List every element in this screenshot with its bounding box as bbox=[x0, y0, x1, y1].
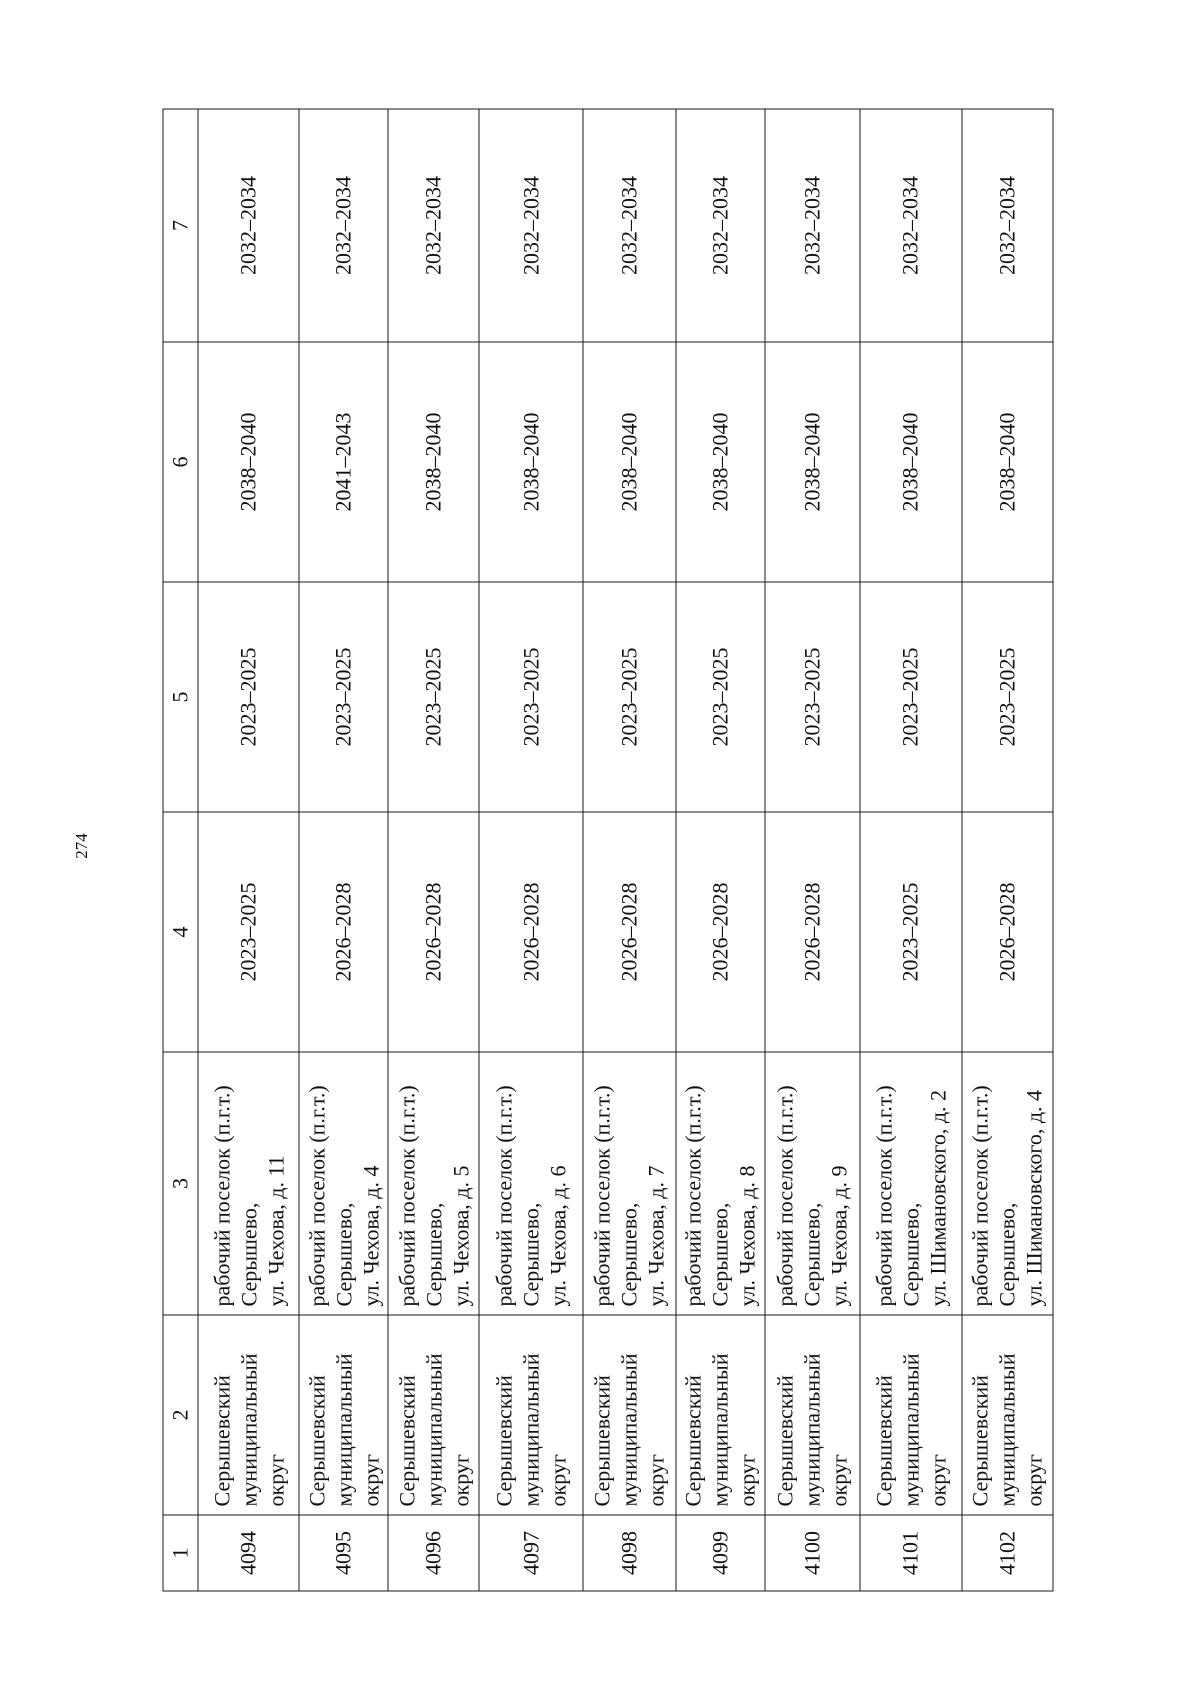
period-cell-5: 2023–2025 bbox=[388, 582, 479, 812]
address-cell bbox=[388, 1052, 479, 1315]
period-cell-7: 2032–2034 bbox=[198, 109, 299, 342]
address-cell bbox=[198, 1052, 299, 1315]
column-header: 5 bbox=[163, 582, 198, 812]
period-cell-6: 2038–2040 bbox=[583, 342, 675, 582]
address-line: Серышево, bbox=[994, 1202, 1020, 1306]
period-cell-7: 2032–2034 bbox=[299, 109, 388, 342]
district-line: округ bbox=[1021, 1453, 1047, 1506]
address-cell bbox=[765, 1052, 860, 1315]
district-line: округ bbox=[448, 1453, 474, 1506]
period-cell-6: 2041–2043 bbox=[299, 342, 388, 582]
district-cell bbox=[388, 1315, 479, 1515]
address-line: рабочий поселок (п.г.т.) bbox=[491, 1084, 517, 1306]
period-cell-5: 2023–2025 bbox=[198, 582, 299, 812]
period-cell-7: 2032–2034 bbox=[962, 109, 1053, 342]
column-header: 7 bbox=[163, 109, 198, 342]
district-line: округ bbox=[358, 1453, 384, 1506]
address-line: Серышево, bbox=[331, 1202, 357, 1306]
period-cell-7: 2032–2034 bbox=[765, 109, 860, 342]
row-number-cell: 4096 bbox=[388, 1515, 479, 1591]
address-line: ул. Чехова, д. 7 bbox=[643, 1164, 669, 1306]
period-cell-4: 2023–2025 bbox=[860, 812, 962, 1052]
district-cell bbox=[479, 1315, 583, 1515]
district-line: Серышевский bbox=[680, 1374, 706, 1506]
district-line: округ bbox=[826, 1453, 852, 1506]
district-line: Серышевский bbox=[304, 1374, 330, 1506]
address-line: ул. Чехова, д. 9 bbox=[826, 1164, 852, 1306]
period-cell-6: 2038–2040 bbox=[388, 342, 479, 582]
district-cell bbox=[198, 1315, 299, 1515]
district-line: муниципальный bbox=[898, 1352, 924, 1506]
period-cell-5: 2023–2025 bbox=[860, 582, 962, 812]
address-cell bbox=[299, 1052, 388, 1315]
address-cell bbox=[676, 1052, 765, 1315]
district-line: муниципальный bbox=[518, 1352, 544, 1506]
table-row bbox=[676, 109, 765, 1591]
district-line: Серышевский bbox=[209, 1374, 235, 1506]
district-line: Серышевский bbox=[394, 1374, 420, 1506]
period-cell-4: 2026–2028 bbox=[765, 812, 860, 1052]
district-line: муниципальный bbox=[707, 1352, 733, 1506]
period-cell-7: 2032–2034 bbox=[388, 109, 479, 342]
address-line: рабочий поселок (п.г.т.) bbox=[304, 1084, 330, 1306]
address-line: ул. Шимановского, д. 4 bbox=[1021, 1089, 1047, 1306]
period-cell-4: 2026–2028 bbox=[676, 812, 765, 1052]
row-number-cell: 4100 bbox=[765, 1515, 860, 1591]
period-cell-5: 2023–2025 bbox=[479, 582, 583, 812]
period-cell-4: 2026–2028 bbox=[479, 812, 583, 1052]
address-cell bbox=[962, 1052, 1053, 1315]
address-line: рабочий поселок (п.г.т.) bbox=[871, 1084, 897, 1306]
period-cell-6: 2038–2040 bbox=[676, 342, 765, 582]
table-row bbox=[299, 109, 388, 1591]
district-line: округ bbox=[734, 1453, 760, 1506]
row-number-cell: 4101 bbox=[860, 1515, 962, 1591]
district-line: муниципальный bbox=[236, 1352, 262, 1506]
address-line: ул. Чехова, д. 5 bbox=[448, 1164, 474, 1306]
address-line: Серышево, bbox=[616, 1202, 642, 1306]
district-cell bbox=[583, 1315, 675, 1515]
register-table bbox=[163, 108, 1054, 1591]
table-row bbox=[198, 109, 299, 1591]
period-cell-6: 2038–2040 bbox=[962, 342, 1053, 582]
address-line: рабочий поселок (п.г.т.) bbox=[589, 1084, 615, 1306]
register-table-wrapper bbox=[163, 109, 1054, 1591]
period-cell-7: 2032–2034 bbox=[860, 109, 962, 342]
table-row bbox=[765, 109, 860, 1591]
district-cell bbox=[676, 1315, 765, 1515]
period-cell-4: 2023–2025 bbox=[198, 812, 299, 1052]
column-header: 2 bbox=[163, 1315, 198, 1515]
address-line: Серышево, bbox=[518, 1202, 544, 1306]
period-cell-5: 2023–2025 bbox=[765, 582, 860, 812]
address-line: Серышево, bbox=[421, 1202, 447, 1306]
column-header: 1 bbox=[163, 1515, 198, 1591]
address-line: ул. Чехова, д. 11 bbox=[263, 1154, 289, 1306]
period-cell-5: 2023–2025 bbox=[962, 582, 1053, 812]
address-line: ул. Чехова, д. 8 bbox=[734, 1164, 760, 1306]
address-line: ул. Чехова, д. 6 bbox=[545, 1164, 571, 1306]
district-line: округ bbox=[263, 1453, 289, 1506]
period-cell-4: 2026–2028 bbox=[299, 812, 388, 1052]
period-cell-5: 2023–2025 bbox=[299, 582, 388, 812]
row-number-cell: 4097 bbox=[479, 1515, 583, 1591]
district-line: округ bbox=[925, 1453, 951, 1506]
row-number-cell: 4095 bbox=[299, 1515, 388, 1591]
district-line: муниципальный bbox=[799, 1352, 825, 1506]
district-line: Серышевский bbox=[491, 1374, 517, 1506]
district-line: Серышевский bbox=[967, 1374, 993, 1506]
period-cell-5: 2023–2025 bbox=[676, 582, 765, 812]
address-line: Серышево, bbox=[236, 1202, 262, 1306]
district-cell bbox=[765, 1315, 860, 1515]
table-row bbox=[962, 109, 1053, 1591]
district-line: Серышевский bbox=[871, 1374, 897, 1506]
period-cell-7: 2032–2034 bbox=[479, 109, 583, 342]
row-number-cell: 4102 bbox=[962, 1515, 1053, 1591]
period-cell-6: 2038–2040 bbox=[765, 342, 860, 582]
district-cell bbox=[962, 1315, 1053, 1515]
district-cell bbox=[299, 1315, 388, 1515]
row-number-cell: 4094 bbox=[198, 1515, 299, 1591]
period-cell-4: 2026–2028 bbox=[388, 812, 479, 1052]
table-row bbox=[860, 109, 962, 1591]
column-header: 6 bbox=[163, 342, 198, 582]
address-line: Серышево, bbox=[799, 1202, 825, 1306]
table-row bbox=[583, 109, 675, 1591]
period-cell-6: 2038–2040 bbox=[198, 342, 299, 582]
period-cell-7: 2032–2034 bbox=[676, 109, 765, 342]
period-cell-4: 2026–2028 bbox=[583, 812, 675, 1052]
address-line: рабочий поселок (п.г.т.) bbox=[209, 1084, 235, 1306]
district-line: муниципальный bbox=[616, 1352, 642, 1506]
district-line: муниципальный bbox=[331, 1352, 357, 1506]
period-cell-4: 2026–2028 bbox=[962, 812, 1053, 1052]
row-number-cell: 4099 bbox=[676, 1515, 765, 1591]
address-line: рабочий поселок (п.г.т.) bbox=[967, 1084, 993, 1306]
period-cell-6: 2038–2040 bbox=[860, 342, 962, 582]
column-header: 3 bbox=[163, 1052, 198, 1315]
district-cell bbox=[860, 1315, 962, 1515]
address-cell bbox=[860, 1052, 962, 1315]
address-line: ул. Чехова, д. 4 bbox=[358, 1164, 384, 1306]
district-line: Серышевский bbox=[772, 1374, 798, 1506]
period-cell-7: 2032–2034 bbox=[583, 109, 675, 342]
address-line: рабочий поселок (п.г.т.) bbox=[772, 1084, 798, 1306]
table-row bbox=[479, 109, 583, 1591]
address-line: рабочий поселок (п.г.т.) bbox=[680, 1084, 706, 1306]
address-cell bbox=[583, 1052, 675, 1315]
district-line: округ bbox=[643, 1453, 669, 1506]
district-line: муниципальный bbox=[421, 1352, 447, 1506]
district-line: Серышевский bbox=[589, 1374, 615, 1506]
header-row bbox=[163, 109, 198, 1591]
period-cell-5: 2023–2025 bbox=[583, 582, 675, 812]
address-line: Серышево, bbox=[898, 1202, 924, 1306]
address-line: ул. Шимановского, д. 2 bbox=[925, 1089, 951, 1306]
period-cell-6: 2038–2040 bbox=[479, 342, 583, 582]
address-line: рабочий поселок (п.г.т.) bbox=[394, 1084, 420, 1306]
row-number-cell: 4098 bbox=[583, 1515, 675, 1591]
district-line: округ bbox=[545, 1453, 571, 1506]
district-line: муниципальный bbox=[994, 1352, 1020, 1506]
table-row bbox=[388, 109, 479, 1591]
address-cell bbox=[479, 1052, 583, 1315]
column-header: 4 bbox=[163, 812, 198, 1052]
address-line: Серышево, bbox=[707, 1202, 733, 1306]
page-number: 274 bbox=[72, 833, 91, 859]
